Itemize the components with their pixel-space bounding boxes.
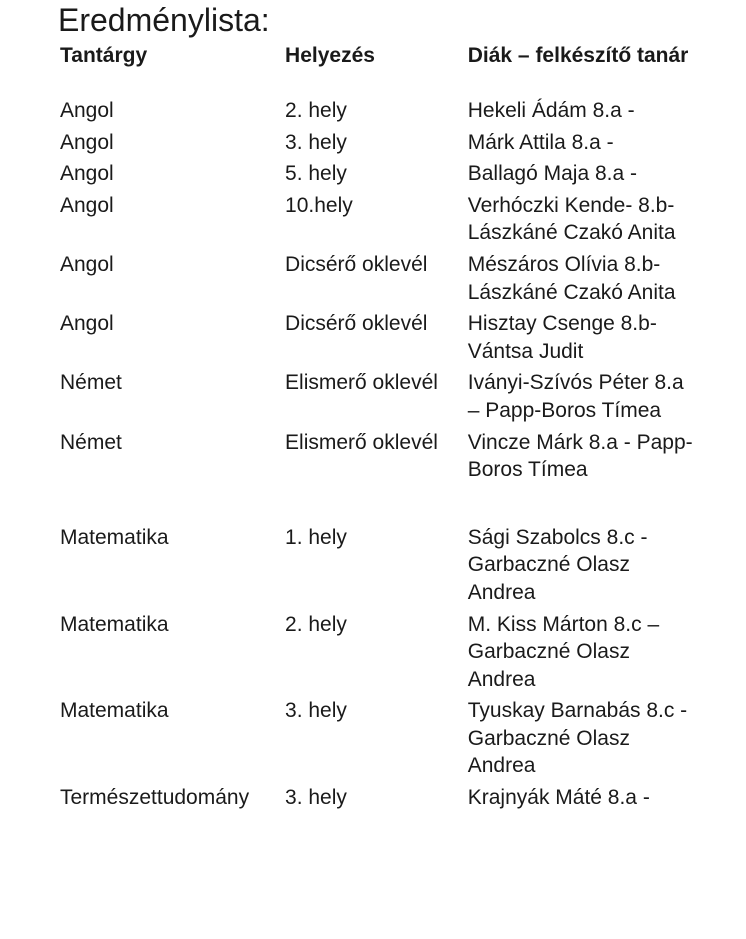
placement-cell: Elismerő oklevél: [285, 430, 438, 454]
student-teacher-cell: Ballagó Maja 8.a -: [467, 162, 637, 186]
table-row: [60, 192, 700, 251]
page-title: Eredménylista:: [58, 2, 270, 38]
placement-cell: 3. hely: [285, 699, 347, 723]
subject-cell: Angol: [60, 162, 114, 186]
table-row: [60, 611, 700, 698]
subject-cell: Matematika: [60, 612, 169, 636]
subject-cell: Matematika: [60, 699, 169, 723]
student-teacher-cell: Márk Attila 8.a -: [467, 130, 614, 154]
table-row: [60, 310, 700, 369]
subject-cell: Angol: [60, 130, 114, 154]
placement-cell: 1. hely: [285, 525, 347, 549]
placement-cell: Dicsérő oklevél: [285, 252, 428, 276]
subject-header: Tantárgy: [60, 44, 148, 67]
subject-cell: Matematika: [60, 525, 169, 549]
subject-cell: Természettudomány: [60, 786, 250, 810]
table-row: [60, 129, 700, 161]
student-teacher-cell: Vincze Márk 8.a - Papp-Boros Tímea: [467, 430, 693, 482]
results-table: [60, 42, 700, 816]
student-teacher-cell: Krajnyák Máté 8.a -: [467, 786, 650, 810]
table-row: [60, 488, 700, 611]
student-teacher-cell: Sági Szabolcs 8.c - Garbaczné Olasz Andrea: [467, 525, 648, 604]
table-row: [60, 784, 700, 816]
placement-cell: 3. hely: [285, 786, 347, 810]
table-row: [60, 97, 700, 129]
placement-cell: 3. hely: [285, 130, 347, 154]
header-row: [60, 42, 700, 97]
placement-cell: Elismerő oklevél: [285, 371, 438, 395]
subject-cell: Angol: [60, 99, 114, 122]
student-teacher-cell: Tyuskay Barnabás 8.c - Garbaczné Olasz Andrea: [467, 699, 688, 778]
table-row: [60, 697, 700, 784]
student-teacher-cell: Verhóczki Kende- 8.b-Lászkáné Czakó Anita: [467, 193, 676, 245]
subject-cell: Német: [60, 430, 122, 454]
student-teacher-cell: Mészáros Olívia 8.b- Lászkáné Czakó Anita: [467, 252, 676, 304]
placement-cell: 2. hely: [285, 99, 347, 122]
table-row: [60, 429, 700, 488]
placement-cell: 2. hely: [285, 612, 347, 636]
placement-header: Helyezés: [285, 44, 375, 67]
placement-cell: Dicsérő oklevél: [285, 312, 428, 336]
table-row: [60, 369, 700, 428]
subject-cell: Angol: [60, 252, 114, 276]
student-teacher-cell: Iványi-Szívós Péter 8.a – Papp-Boros Tímea: [467, 371, 684, 422]
placement-cell: 5. hely: [285, 162, 347, 186]
table-row: [60, 160, 700, 192]
student-teacher-cell: M. Kiss Márton 8.c – Garbaczné Olasz Andrea: [467, 612, 660, 691]
table-row: [60, 251, 700, 310]
student-teacher-header: Diák – felkészítő tanár: [467, 44, 689, 67]
placement-cell: 10.hely: [285, 193, 353, 217]
subject-cell: Angol: [60, 312, 114, 336]
subject-cell: Angol: [60, 193, 114, 217]
subject-cell: Német: [60, 371, 122, 395]
student-teacher-cell: Hekeli Ádám 8.a -: [467, 99, 635, 122]
student-teacher-cell: Hisztay Csenge 8.b- Vántsa Judit: [467, 312, 657, 363]
